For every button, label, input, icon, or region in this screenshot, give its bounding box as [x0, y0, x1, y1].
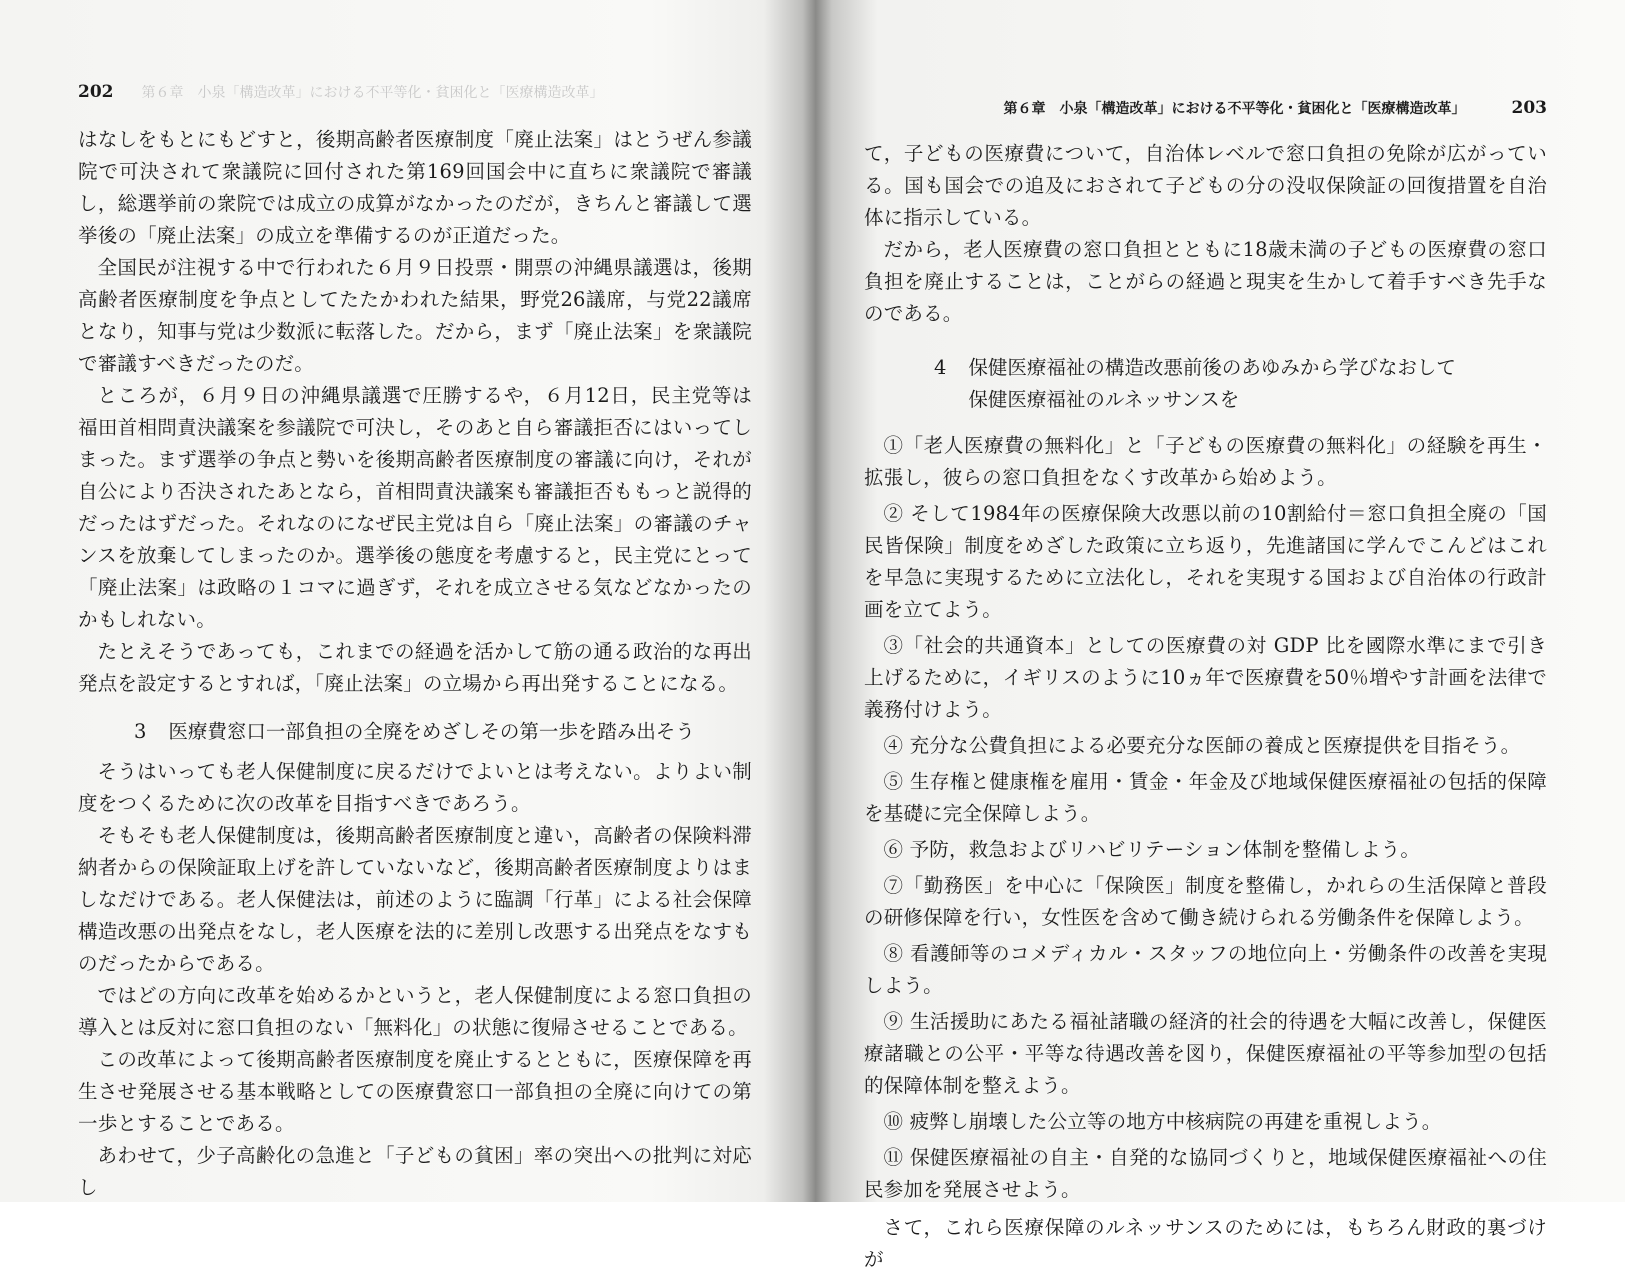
page-number: 203	[1511, 98, 1547, 118]
list-item: ③「社会的共通資本」としての医療費の対 GDP 比を國際水準にまで引き上げるために，イギリスのように10ヵ年で医療費を50％増やす計画を法律で義務付けよう。	[864, 634, 1547, 721]
section-heading-4	[864, 352, 1547, 416]
list-item: ⑨ 生活援助にあたる福祉諸職の経済的社会的待遇を大幅に改善し，保健医療諸職との公平・平等な待遇改善を図り，保健医療福祉の平等参加型の包括的保障体制を整えよう。	[864, 1010, 1547, 1097]
paragraph: そもそも老人保健制度は，後期高齢者医療制度と違い，高齢者の保険料滞納者からの保険証取上げを許していないなど，後期高齢者医療制度よりはましなだけである。老人保健法は，前述のように臨調「行革」による社会保障構造改悪の出発点をなし，老人医療を法的に差別し改悪する出発点をなすものだったからである。	[78, 824, 752, 975]
list-item: ⑥ 予防，救急およびリハビリテーション体制を整備しよう。	[883, 838, 1421, 861]
right-page	[812, 0, 1625, 1271]
list-item: ①「老人医療費の無料化」と「子どもの医療費の無料化」の経験を再生・拡張し，彼らの窓口負担をなくす改革から始めよう。	[864, 434, 1547, 489]
list-item: ⑧ 看護師等のコメディカル・スタッフの地位向上・労働条件の改善を実現しよう。	[864, 942, 1547, 997]
left-header	[78, 82, 752, 116]
paragraph: ところが，６月９日の沖縄県議選で圧勝するや，６月12日，民主党等は福田首相問責決議案を参議院で可決し，そのあと自ら審議拒否にはいってしまった。まず選挙の争点と勢いを後期高齢者医療制度の審議に向け，それが自公により否決されたあとなら，首相問責決議案も審議拒否ももっと説得的だったはずだった。それなのになぜ民主党は自ら「廃止法案」の審議のチャンスを放棄してしまったのか。選挙後の態度を考慮すると，民主党にとって「廃止法案」は政略の１コマに過ぎず，それを成立させる気などなかったのかもしれない。	[78, 384, 752, 631]
running-head-bleed: 第６章 小泉「構造改革」における不平等化・貧困化と「医療構造改革」	[141, 85, 604, 101]
section-heading-3	[78, 716, 752, 748]
paragraph: て，子どもの医療費について，自治体レベルで窓口負担の免除が広がっている。国も国会での追及におされて子どもの分の没収保険証の回復措置を自治体に指示している。	[864, 142, 1547, 229]
section-title: 医療費窓口一部負担の全廃をめざしその第一歩を踏み出そう	[168, 720, 695, 743]
left-page	[0, 0, 812, 1202]
paragraph: たとえそうであっても，これまでの経過を活かして筋の通る政治的な再出発点を設定するとすれば，「廃止法案」の立場から再出発することになる。	[78, 640, 752, 695]
paragraph: さて，これら医療保障のルネッサンスのためには，もちろん財政的裏づけが	[864, 1216, 1547, 1271]
paragraph: 全国民が注視する中で行われた６月９日投票・開票の沖縄県議選は，後期高齢者医療制度を争点としてたたかわれた結果，野党26議席，与党22議席となり，知事与党は少数派に転落した。だから，まず「廃止法案」を衆議院で審議すべきだったのだ。	[78, 256, 752, 375]
paragraph: はなしをもとにもどすと，後期高齢者医療制度「廃止法案」はとうぜん参議院で可決されて衆議院に回付された第169回国会中に直ちに衆議院で審議し，総選挙前の衆院では成立の成算がなかったのだが，きちんと審議して選挙後の「廃止法案」の成立を準備するのが正道だった。	[78, 128, 752, 247]
list-item: ⑦「勤務医」を中心に「保険医」制度を整備し，かれらの生活保障と普段の研修保障を行い，女性医を含めて働き続けられる労働条件を保障しよう。	[864, 874, 1547, 929]
list-item: ④ 充分な公費負担による必要充分な医師の養成と医療提供を目指そう。	[883, 734, 1521, 757]
section-title	[968, 352, 1456, 416]
paragraph: ではどの方向に改革を始めるかというと，老人保健制度による窓口負担の導入とは反対に窓口負担のない「無料化」の状態に復帰させることである。	[78, 984, 752, 1039]
list-item: ⑤ 生存権と健康権を雇用・賃金・年金及び地域保健医療福祉の包括的保障を基礎に完全保障しよう。	[864, 770, 1547, 825]
section-number: 4	[934, 356, 947, 379]
right-header	[864, 98, 1547, 132]
list-item: ② そして1984年の医療保険大改悪以前の10割給付＝窓口負担全廃の「国民皆保険」制度をめざした政策に立ち返り，先進諸国に学んでこんどはこれを早急に実現するために立法化し，それを実現する国および自治体の行政計画を立てよう。	[864, 502, 1547, 621]
section-title-line: 保健医療福祉のルネッサンスを	[968, 388, 1240, 411]
section-number: 3	[134, 720, 147, 743]
paragraph: だから，老人医療費の窓口負担とともに18歳未満の子どもの医療費の窓口負担を廃止することは，ことがらの経過と現実を生かして着手すべき先手なのである。	[864, 238, 1547, 325]
paragraph: あわせて，少子高齢化の急進と「子どもの貧困」率の突出への批判に対応し	[78, 1144, 752, 1199]
running-head: 第６章 小泉「構造改革」における不平等化・貧困化と「医療構造改革」	[1003, 101, 1466, 117]
page-number: 202	[78, 82, 114, 102]
list-item: ⑪ 保健医療福祉の自主・自発的な協同づくりと，地域保健医療福祉への住民参加を発展させよう。	[864, 1146, 1547, 1201]
paragraph: そうはいっても老人保健制度に戻るだけでよいとは考えない。よりよい制度をつくるために次の改革を目指すべきであろう。	[78, 760, 752, 815]
paragraph: この改革によって後期高齢者医療制度を廃止するとともに，医療保障を再生させ発展させる基本戦略としての医療費窓口一部負担の全廃に向けての第一歩とすることである。	[78, 1048, 752, 1135]
section-title-line: 保健医療福祉の構造改悪前後のあゆみから学びなおして	[968, 356, 1456, 379]
list-item: ⑩ 疲弊し崩壊した公立等の地方中核病院の再建を重視しよう。	[883, 1110, 1442, 1133]
